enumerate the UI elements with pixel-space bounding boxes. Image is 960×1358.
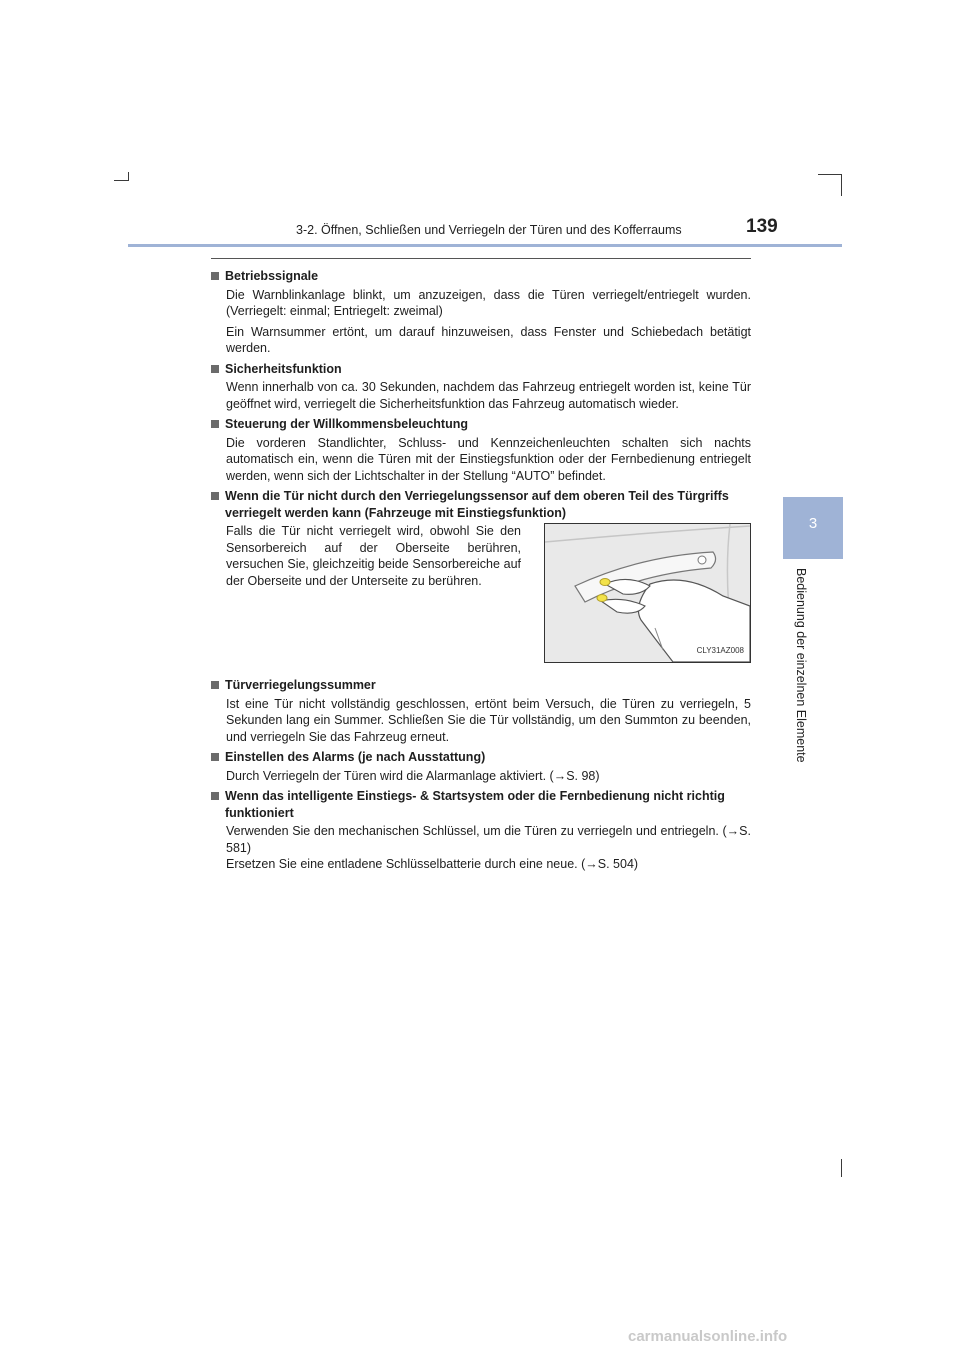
figure-code: CLY31AZ008 [696,645,744,655]
paragraph: Die Warnblinkanlage blinkt, um anzuzeigen, dass die Türen verriegelt/entriegelt wurden. (Verriegelt: einmal; Entriegelt: zweimal) [226,287,751,318]
running-header: 3-2. Öffnen, Schließen und Verriegeln der Türen und des Kofferraums [296,223,682,237]
square-bullet-icon [211,753,219,761]
section-heading: Sicherheitsfunktion [211,361,751,378]
section-betriebssignale [211,268,751,357]
crop-mark [841,174,842,196]
chapter-title: Bedienung der einzelnen Elemente [794,568,808,763]
square-bullet-icon [211,420,219,428]
door-handle-hand-icon [545,524,750,662]
section-alarm [211,749,751,784]
square-bullet-icon [211,792,219,800]
main-content [211,268,751,877]
crop-mark [841,1159,842,1177]
square-bullet-icon [211,492,219,500]
square-bullet-icon [211,365,219,373]
section-startsystem [211,788,751,873]
crop-mark [818,174,842,175]
paragraph: Ersetzen Sie eine entladene Schlüsselbatterie durch eine neue. (→S. 504) [226,857,639,871]
paragraph: Verwenden Sie den mechanischen Schlüssel, um die Türen zu verriegeln und entriegeln. (→S. 581) [226,824,751,855]
section-heading: Wenn die Tür nicht durch den Verriegelungssensor auf dem oberen Teil des Türgriffs verriegelt werden kann (Fahrzeuge mit Einstiegsfunktion) [211,488,751,521]
paragraph: Ein Warnsummer ertönt, um darauf hinzuweisen, dass Fenster und Schiebedach betätigt werden. [226,324,751,355]
section-sicherheitsfunktion [211,361,751,413]
paragraph: Wenn innerhalb von ca. 30 Sekunden, nachdem das Fahrzeug entriegelt worden ist, keine Tür geöffnet wird, verriegelt die Sicherheitsfunktion das Fahrzeug automatisch wieder. [226,380,751,411]
section-tuerverriegelungssummer [211,677,751,745]
page-number: 139 [746,216,778,237]
section-heading: Steuerung der Willkommensbeleuchtung [211,416,751,433]
section-heading: Türverriegelungssummer [211,677,751,694]
content-top-rule [211,258,751,259]
chapter-tab [783,497,843,559]
square-bullet-icon [211,681,219,689]
door-handle-illustration [544,523,751,663]
paragraph: Die vorderen Standlichter, Schluss- und Kennzeichenleuchten schalten sich nachts automatisch ein, wenn die Türen mit der Einstiegsfunktion oder der Fernbedienung entriegelt werden, wenn sich der Lichtschalter in der Stellung “AUTO” befindet. [226,435,751,483]
section-heading: Betriebssignale [211,268,751,285]
section-willkommensbeleuchtung [211,416,751,484]
crop-mark [114,180,129,181]
header-rule [128,244,842,247]
figure-row [211,523,751,663]
section-heading: Wenn das intelligente Einstiegs- & Startsystem oder die Fernbedienung nicht richtig funktioniert [211,788,751,821]
section-verriegelungssensor [211,488,751,663]
section-heading: Einstellen des Alarms (je nach Ausstattung) [211,749,751,766]
chapter-number: 3 [808,515,818,532]
watermark: carmanualsonline.info [628,1328,788,1345]
paragraph: Falls die Tür nicht verriegelt wird, obwohl Sie den Sensorbereich auf der Oberseite berühren, versuchen Sie, gleichzeitig beide Sensorbereiche auf der Oberseite und der Unterseite zu berühren. [226,524,521,588]
square-bullet-icon [211,272,219,280]
paragraph: Durch Verriegeln der Türen wird die Alarmanlage aktiviert. (→S. 98) [226,768,600,783]
paragraph: Ist eine Tür nicht vollständig geschlossen, ertönt beim Versuch, die Türen zu verriegeln, 5 Sekunden lang ein Summer. Schließen Sie die Tür vollständig, um den Summton zu beenden, und verriegeln Sie das Fahrzeug erneut. [226,696,751,744]
